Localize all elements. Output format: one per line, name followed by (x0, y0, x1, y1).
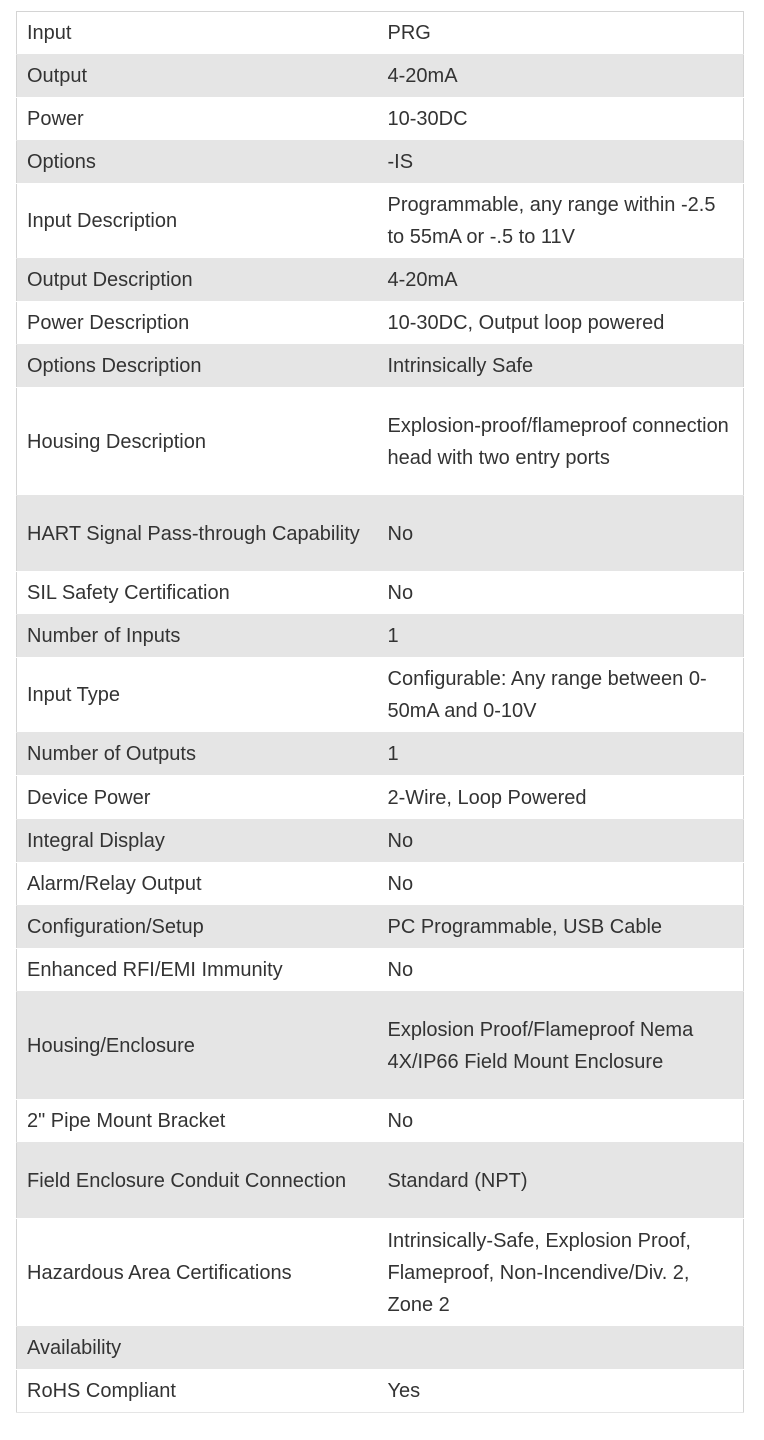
spec-row (17, 1100, 744, 1143)
spec-value: No (378, 572, 744, 615)
spec-row (17, 98, 744, 141)
spec-row (17, 1370, 744, 1413)
spec-label: RoHS Compliant (17, 1370, 378, 1413)
spec-value: Explosion-proof/flameproof connection head with two entry ports (378, 388, 744, 496)
spec-row (17, 1219, 744, 1327)
spec-label: Enhanced RFI/EMI Immunity (17, 949, 378, 992)
spec-row (17, 12, 744, 55)
spec-label: Field Enclosure Conduit Connection (17, 1143, 378, 1219)
spec-label: Input (17, 12, 378, 55)
spec-value: PRG (378, 12, 744, 55)
spec-value: 4-20mA (378, 259, 744, 302)
spec-row (17, 1327, 744, 1370)
spec-row (17, 302, 744, 345)
spec-row (17, 992, 744, 1100)
spec-row (17, 776, 744, 820)
spec-value: No (378, 820, 744, 863)
spec-row (17, 658, 744, 733)
spec-label: Hazardous Area Certifications (17, 1219, 378, 1327)
spec-value: Yes (378, 1370, 744, 1413)
spec-row (17, 863, 744, 906)
spec-label: SIL Safety Certification (17, 572, 378, 615)
spec-label: Housing/Enclosure (17, 992, 378, 1100)
spec-row (17, 906, 744, 949)
spec-row (17, 345, 744, 388)
spec-label: Output (17, 55, 378, 98)
spec-label: Number of Inputs (17, 615, 378, 658)
spec-label: 2" Pipe Mount Bracket (17, 1100, 378, 1143)
spec-value: Standard (NPT) (378, 1143, 744, 1219)
spec-label: Configuration/Setup (17, 906, 378, 949)
spec-label: Housing Description (17, 388, 378, 496)
spec-row (17, 572, 744, 615)
spec-value: Programmable, any range within -2.5 to 55mA or -.5 to 11V (378, 184, 744, 259)
specifications-table (16, 11, 744, 1413)
spec-row (17, 184, 744, 259)
spec-row (17, 388, 744, 496)
spec-value: No (378, 1100, 744, 1143)
spec-row (17, 949, 744, 992)
spec-value: -IS (378, 141, 744, 184)
spec-label: Integral Display (17, 820, 378, 863)
spec-row (17, 733, 744, 776)
spec-value (378, 1327, 744, 1370)
spec-label: Input Type (17, 658, 378, 733)
spec-value: No (378, 949, 744, 992)
spec-label: Options Description (17, 345, 378, 388)
spec-row (17, 820, 744, 863)
spec-row (17, 1143, 744, 1219)
spec-value: Intrinsically-Safe, Explosion Proof, Flameproof, Non-Incendive/Div. 2, Zone 2 (378, 1219, 744, 1327)
spec-value: Configurable: Any range between 0-50mA and 0-10V (378, 658, 744, 733)
spec-value: 2-Wire, Loop Powered (378, 776, 744, 820)
spec-row (17, 615, 744, 658)
spec-value: 1 (378, 615, 744, 658)
spec-label: Options (17, 141, 378, 184)
spec-value: 4-20mA (378, 55, 744, 98)
spec-value: 10-30DC (378, 98, 744, 141)
spec-value: Explosion Proof/Flameproof Nema 4X/IP66 Field Mount Enclosure (378, 992, 744, 1100)
spec-label: Power Description (17, 302, 378, 345)
spec-row (17, 496, 744, 572)
spec-label: Availability (17, 1327, 378, 1370)
spec-row (17, 55, 744, 98)
spec-row (17, 259, 744, 302)
spec-label: Output Description (17, 259, 378, 302)
spec-label: HART Signal Pass-through Capability (17, 496, 378, 572)
spec-label: Number of Outputs (17, 733, 378, 776)
spec-row (17, 141, 744, 184)
spec-value: Intrinsically Safe (378, 345, 744, 388)
spec-label: Device Power (17, 776, 378, 820)
spec-value: PC Programmable, USB Cable (378, 906, 744, 949)
specifications-table-body (17, 12, 744, 1413)
spec-value: 1 (378, 733, 744, 776)
spec-value: No (378, 496, 744, 572)
spec-label: Power (17, 98, 378, 141)
spec-label: Alarm/Relay Output (17, 863, 378, 906)
spec-value: 10-30DC, Output loop powered (378, 302, 744, 345)
spec-value: No (378, 863, 744, 906)
spec-label: Input Description (17, 184, 378, 259)
